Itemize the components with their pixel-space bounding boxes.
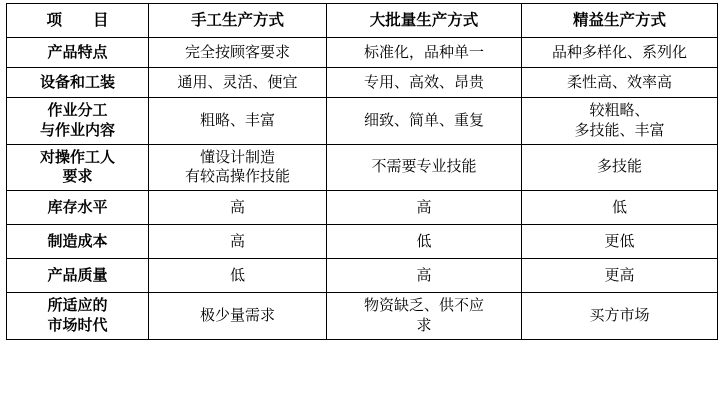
- cell-mass: 细致、简单、重复: [327, 98, 522, 145]
- column-header-item: [7, 4, 149, 38]
- row-header-inventory-level: 库存水平: [7, 191, 149, 225]
- cell-craft: 高: [149, 191, 327, 225]
- table-row: [7, 225, 718, 259]
- cell-mass: 低: [327, 225, 522, 259]
- cell-lean: 较粗略、 多技能、丰富: [522, 98, 718, 145]
- cell-lean: 更低: [522, 225, 718, 259]
- cell-mass: 不需要专业技能: [327, 144, 522, 191]
- table-row: [7, 38, 718, 68]
- table-body: [7, 38, 718, 340]
- cell-lean: 柔性高、效率高: [522, 68, 718, 98]
- cell-craft: 低: [149, 259, 327, 293]
- cell-craft: 懂设计制造 有较高操作技能: [149, 144, 327, 191]
- cell-lean: 买方市场: [522, 293, 718, 340]
- row-header-product-features: 产品特点: [7, 38, 149, 68]
- cell-lean: 更高: [522, 259, 718, 293]
- table-header: [7, 4, 718, 38]
- row-header-work-division: 作业分工 与作业内容: [7, 98, 149, 145]
- column-header-craft: 手工生产方式: [149, 4, 327, 38]
- table-row: [7, 68, 718, 98]
- cell-lean: 低: [522, 191, 718, 225]
- cell-mass: 高: [327, 191, 522, 225]
- table-row: [7, 259, 718, 293]
- column-header-mass: 大批量生产方式: [327, 4, 522, 38]
- row-header-market-era: 所适应的 市场时代: [7, 293, 149, 340]
- cell-lean: 品种多样化、系列化: [522, 38, 718, 68]
- header-row: [7, 4, 718, 38]
- row-header-manufacturing-cost: 制造成本: [7, 225, 149, 259]
- column-header-item-label: 项 目: [46, 11, 109, 30]
- row-header-equipment-tooling: 设备和工装: [7, 68, 149, 98]
- document-page: [0, 3, 727, 416]
- comparison-table: [6, 3, 718, 340]
- row-header-product-quality: 产品质量: [7, 259, 149, 293]
- table-row: [7, 144, 718, 191]
- row-header-operator-requirements: 对操作工人 要求: [7, 144, 149, 191]
- table-row: [7, 293, 718, 340]
- table-row: [7, 98, 718, 145]
- column-header-lean: 精益生产方式: [522, 4, 718, 38]
- cell-craft: 粗略、丰富: [149, 98, 327, 145]
- cell-lean: 多技能: [522, 144, 718, 191]
- cell-craft: 通用、灵活、便宜: [149, 68, 327, 98]
- cell-craft: 极少量需求: [149, 293, 327, 340]
- cell-craft: 高: [149, 225, 327, 259]
- cell-mass: 物资缺乏、供不应 求: [327, 293, 522, 340]
- table-row: [7, 191, 718, 225]
- cell-mass: 高: [327, 259, 522, 293]
- cell-mass: 专用、高效、昂贵: [327, 68, 522, 98]
- cell-craft: 完全按顾客要求: [149, 38, 327, 68]
- cell-mass: 标准化，品种单一: [327, 38, 522, 68]
